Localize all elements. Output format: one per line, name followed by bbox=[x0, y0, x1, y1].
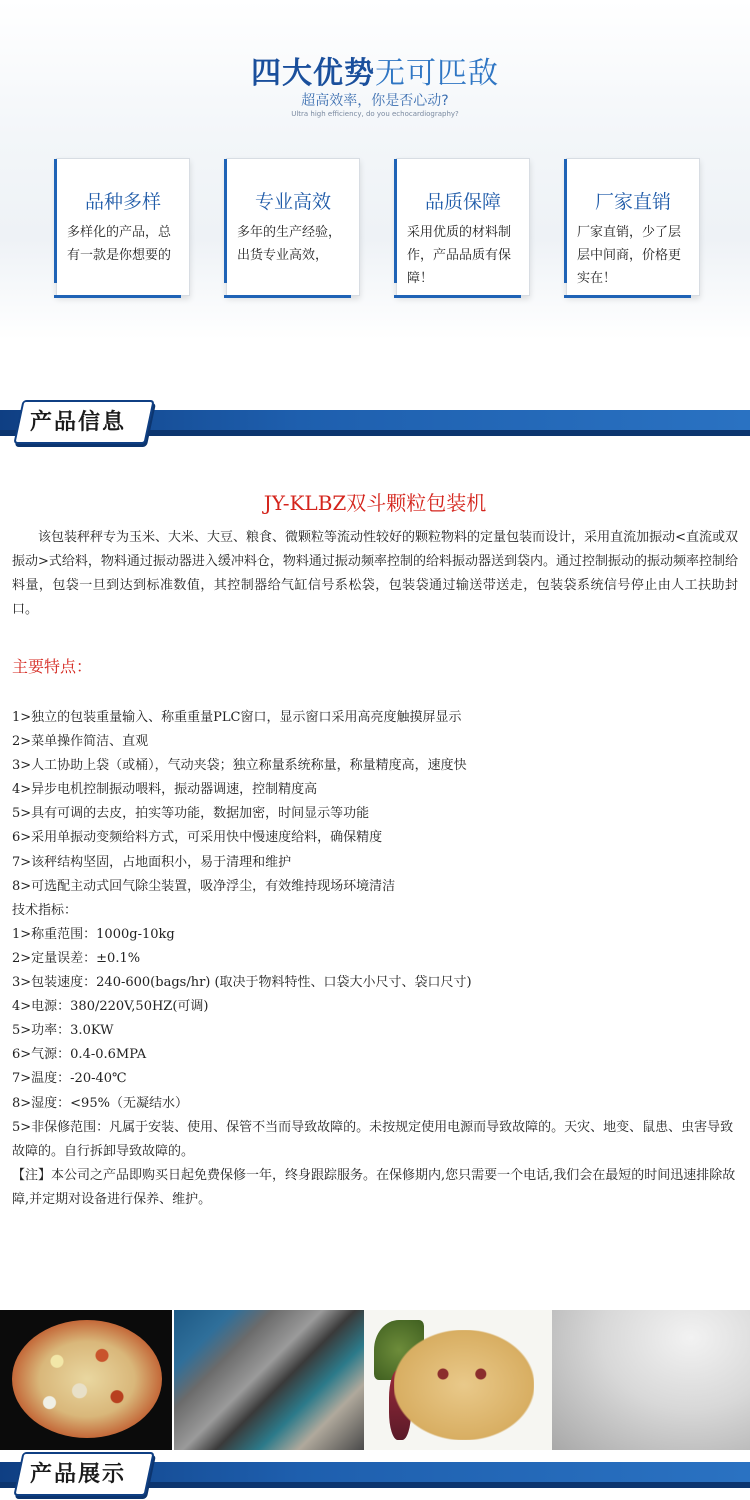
section-label: 产品展示 bbox=[30, 1462, 127, 1487]
product-intro: 该包装秤秤专为玉米、大米、大豆、粮食、微颗粒等流动性较好的颗粒物料的定量包装而设计，采用直流加振动<直流或双振动>式给料，物料通过振动器进入缓冲料仓，物料通过振动频率控制的给料振动器送到袋内。通过控制振动的振动频率控制给料量，包袋一旦到达到标准数值，其控制器给气缸信号系松袋，包装袋通过输送带送走，包装袋系统信号停止由人工扶助封口。 bbox=[12, 530, 738, 617]
spec-item: 1>称重范围：1000g-10kg bbox=[12, 926, 175, 942]
feature-item: 5>具有可调的去皮，拍实等功能，数据加密，时间显示等功能 bbox=[12, 806, 370, 822]
card-desc: 多年的生产经验，出货专业高效， bbox=[237, 225, 342, 263]
colored-granules-image bbox=[174, 1310, 364, 1450]
bean-art-image bbox=[364, 1310, 552, 1450]
material-gallery bbox=[0, 1310, 750, 1450]
feature-item: 3>人工协助上袋（或桶），气动夹袋；独立称量系统称量，称量精度高，速度快 bbox=[12, 758, 467, 774]
white-powder-image bbox=[552, 1310, 750, 1450]
grain-pile bbox=[12, 1320, 162, 1438]
spec-item: 6>气源：0.4-0.6MPA bbox=[12, 1047, 147, 1063]
card-desc: 多样化的产品，总有一款是你想要的 bbox=[67, 225, 172, 263]
title-bold: 四大优势 bbox=[251, 56, 375, 91]
title-thin: 无可匹敌 bbox=[375, 56, 499, 91]
feature-item: 7>该秤结构坚固，占地面积小，易于清理和维护 bbox=[12, 854, 292, 870]
card-title: 品种多样 bbox=[84, 191, 161, 213]
warranty-note: 【注】本公司之产品即购买日起免费保修一年，终身跟踪服务。在保修期内,您只需要一个电话,我们会在最短的时间迅速排除故障,并定期对设备进行保养、维护。 bbox=[12, 1167, 736, 1207]
feature-item: 1>独立的包装重量输入、称重重量PLC窗口，显示窗口采用高亮度触摸屏显示 bbox=[12, 710, 462, 725]
card-variety bbox=[56, 158, 190, 296]
card-direct-sales bbox=[566, 158, 700, 296]
feature-item: 2>菜单操作简洁、直观 bbox=[12, 734, 149, 750]
card-desc: 厂家直销，少了层层中间商，价格更实在！ bbox=[577, 225, 682, 286]
feature-item: 4>异步电机控制振动喂料，振动器调速，控制精度高 bbox=[12, 782, 318, 798]
features-heading: 主要特点： bbox=[12, 657, 93, 676]
spec-item: 7>温度：-20-40℃ bbox=[12, 1071, 127, 1087]
bean-face bbox=[394, 1330, 534, 1440]
advantages-subtitle: 超高效率，你是否心动? bbox=[301, 93, 449, 109]
specs-heading: 技术指标： bbox=[12, 902, 78, 918]
mixed-grains-image bbox=[0, 1310, 172, 1450]
section-bar-show bbox=[0, 1452, 750, 1496]
advantages-title bbox=[0, 48, 750, 92]
section-label: 产品信息 bbox=[30, 410, 127, 435]
spec-item: 4>电源：380/220V,50HZ(可调) bbox=[12, 999, 209, 1015]
card-title: 品质保障 bbox=[424, 191, 501, 213]
card-desc: 采用优质的材料制作，产品品质有保障！ bbox=[407, 225, 512, 286]
card-professional bbox=[226, 158, 360, 296]
card-quality bbox=[396, 158, 530, 296]
feature-item: 6>采用单振动变频给料方式，可采用快中慢速度给料，确保精度 bbox=[12, 830, 383, 846]
spec-item: 8>湿度：<95%（无凝结水） bbox=[12, 1095, 188, 1111]
spec-item: 5>功率：3.0KW bbox=[12, 1023, 114, 1039]
feature-item: 8>可选配主动式回气除尘装置，吸净浮尘，有效维持现场环境清洁 bbox=[12, 878, 396, 894]
advantages-subtitle-en: Ultra high efficiency, do you echocardiography? bbox=[291, 110, 459, 118]
spec-item: 5>非保修范围：凡属于安装、使用、保管不当而导致故障的。未按规定使用电源而导致故障的。天灾、地变、鼠患、虫害导致故障的。自行拆卸导致故障的。 bbox=[12, 1119, 734, 1159]
spec-item: 2>定量误差：±0.1% bbox=[12, 950, 141, 966]
card-title: 专业高效 bbox=[254, 191, 331, 213]
product-title: JY-KLBZ双斗颗粒包装机 bbox=[263, 491, 487, 515]
spec-item: 3>包装速度：240-600(bags/hr) (取决于物料特性、口袋大小尺寸、袋口尺寸) bbox=[12, 975, 472, 991]
card-title: 厂家直销 bbox=[594, 191, 671, 213]
feature-spec-list bbox=[12, 706, 740, 1212]
section-bar-info bbox=[0, 400, 750, 444]
